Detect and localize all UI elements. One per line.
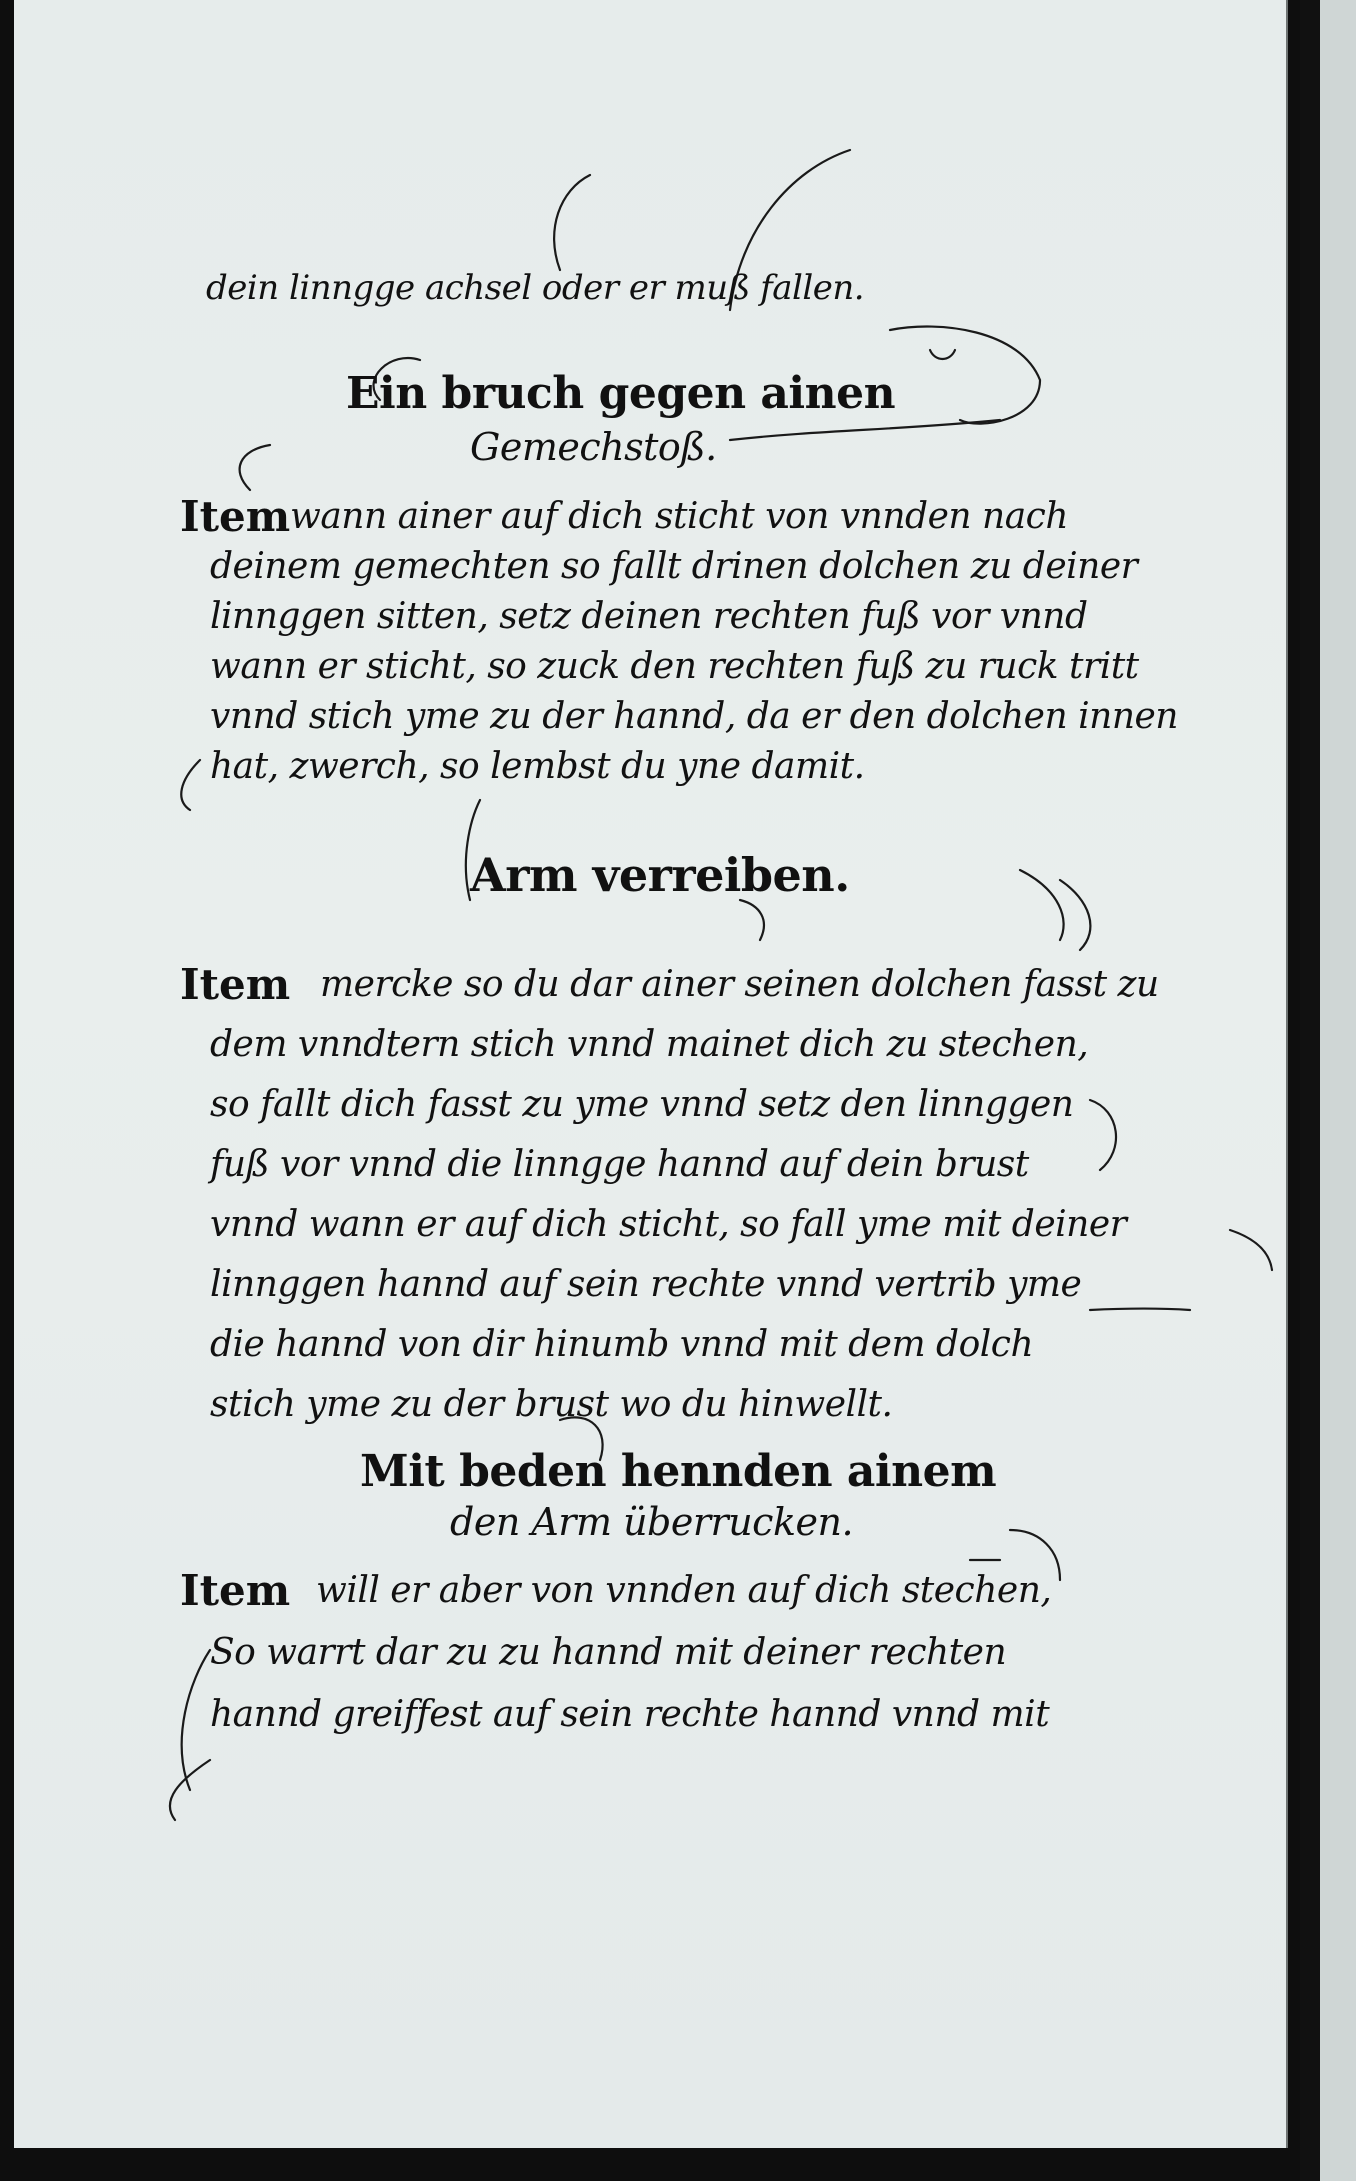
text-line: wann ainer auf dich sticht von vnnden nach [290,496,1069,537]
text-line: wann er sticht, so zuck den rechten fuß zu ruck tritt [210,646,1139,687]
text-line: deinem gemechten so fallt drinen dolchen zu deiner [210,546,1138,587]
continuation-line: dein linngge achsel oder er muß fallen. [206,268,865,308]
text-line: dem vnndtern stich vnnd mainet dich zu stechen, [210,1024,1089,1065]
section-heading: Arm verreiben. [470,848,850,902]
section-heading: Mit beden hennden ainem [360,1446,997,1497]
item-initial: Item [180,492,291,541]
item-initial: Item [180,960,291,1009]
text-line: so fallt dich fasst zu yme vnnd setz den linnggen [210,1084,1074,1125]
section-heading-sub: Gemechstoß. [470,425,717,469]
text-line: vnnd wann er auf dich sticht, so fall yme mit deiner [210,1204,1127,1245]
text-line: So warrt dar zu zu hannd mit deiner rechten [210,1632,1007,1673]
text-line: linnggen hannd auf sein rechte vnnd vertrib yme [210,1264,1082,1305]
section-heading: Ein bruch gegen ainen [346,368,896,419]
text-line: stich yme zu der brust wo du hinwellt. [210,1384,893,1425]
text-line: die hannd von dir hinumb vnnd mit dem dolch [210,1324,1034,1365]
text-line: hat, zwerch, so lembst du yne damit. [210,746,865,787]
text-line: will er aber von vnnden auf dich stechen, [316,1570,1052,1611]
section-heading-sub: den Arm überrucken. [450,1500,854,1544]
text-line: mercke so du dar ainer seinen dolchen fasst zu [320,964,1159,1005]
text-line: vnnd stich yme zu der hannd, da er den dolchen innen [210,696,1178,737]
item-initial: Item [180,1566,291,1615]
text-line: linnggen sitten, setz deinen rechten fuß vor vnnd [210,596,1088,637]
text-line: fuß vor vnnd die linngge hannd auf dein brust [210,1144,1029,1185]
text-line: hannd greiffest auf sein rechte hannd vnnd mit [210,1694,1050,1735]
